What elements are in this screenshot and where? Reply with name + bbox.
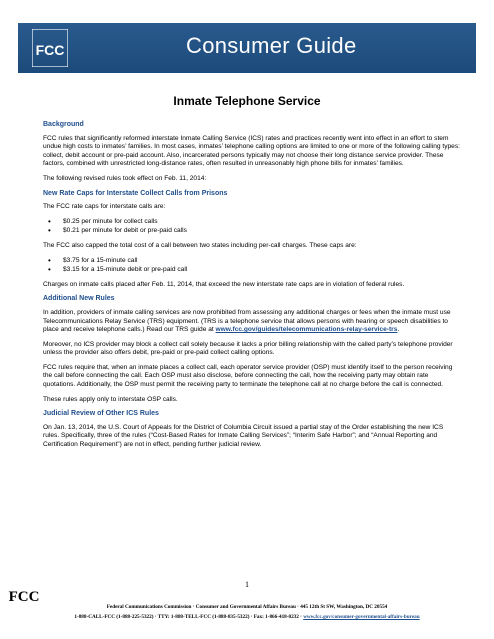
rate-caps-list-2 <box>43 257 461 275</box>
rate-caps-paragraph-2: The FCC also capped the total cost of a call between two states including per-call charges. These caps are: <box>43 241 357 249</box>
footer-contact <box>0 614 494 620</box>
additional-rules-paragraph-1 <box>43 309 461 335</box>
banner-title: Consumer Guide <box>186 33 357 58</box>
page-title: Inmate Telephone Service <box>173 94 321 108</box>
list-item: • $0.25 per minute for collect calls <box>43 218 461 227</box>
heading-rate-caps: New Rate Caps for Interstate Collect Calls from Prisons <box>43 189 228 197</box>
list-item: • $3.15 for a 15-minute debit or pre-paid call <box>43 266 461 275</box>
heading-additional-rules: Additional New Rules <box>43 295 115 303</box>
page-number: 1 <box>245 580 249 589</box>
additional-rules-period: . <box>397 326 400 334</box>
consumer-guide-banner <box>18 23 476 73</box>
rate-caps-paragraph-3: Charges on inmate calls placed after Feb. 11, 2014, that exceed the new interstate rate caps are in violation of federal rules. <box>43 280 405 288</box>
list-item: • $0.21 per minute for debit or pre-paid calls <box>43 227 461 236</box>
additional-rules-paragraph-3: FCC rules require that, when an inmate places a collect call, each operator service provider (OSP) must identify itself to the person receiving the call before connecting the call. Each OSP must also disclose, before connecting the call, how the receiving party may obtain rate quotations. Additionally, the OSP must permit the receiving party to terminate the telephone call at no charge before the call is connected. <box>43 363 453 389</box>
background-paragraph-1: FCC rules that significantly reformed interstate Inmate Calling Service (ICS) rates and practices recently went into effect in an effort to stem undue high costs to inmates’ families. In most cases, inmates’ telephone calling options are limited to one or more of the following calling types: collect, debit account or pre-paid account. Also, incarcerated persons typically may not choose their long distance service provider. These factors, combined with unrestricted long-distance rates, often resulted in unreasonably high phone bills for inmates’ families. <box>43 134 460 168</box>
additional-rules-text: In addition, providers of inmate calling services are now prohibited from assessing any additional charges or fees when the inmate must use Telecommunications Relay Service (TRS) equipment. (TRS is a telephone service that allows persons with hearing or speech disabilities to place and receive telephone calls.) Read our TRS guide at <box>43 308 451 334</box>
list-item: • $3.75 for a 15-minute call <box>43 257 461 266</box>
rate-caps-intro: The FCC rate caps for interstate calls are: <box>43 203 166 211</box>
rate-caps-list-1 <box>43 218 461 236</box>
document-body <box>43 115 461 456</box>
heading-background: Background <box>43 121 84 128</box>
fcc-footer-logo-text: FCC <box>8 589 40 605</box>
trs-guide-link[interactable]: www.fcc.gov/guides/telecommunications-relay-service-trs <box>215 326 398 334</box>
background-paragraph-2: The following revised rules took effect on Feb. 11, 2014: <box>43 174 207 182</box>
fcc-logo-text: FCC <box>35 42 65 58</box>
fcc-logo-icon <box>32 29 68 67</box>
footer-address: Federal Communications Commission · Consumer and Governmental Affairs Bureau · 445 12th St SW, Washington, DC 20554 <box>106 604 388 610</box>
additional-rules-paragraph-4: These rules apply only to interstate OSP calls. <box>43 395 178 403</box>
judicial-review-paragraph-1: On Jan. 13, 2014, the U.S. Court of Appeals for the District of Columbia Circuit issued a partial stay of the Order establishing the new ICS rules. Specifically, three of the rules (“Cost-Based Rates for Inmate Calling Services”; “Interim Safe Harbor”; and “Annual Reporting and Certification Requirement”) are not in effect, pending further judicial review. <box>43 423 444 449</box>
additional-rules-paragraph-2: Moreover, no ICS provider may block a collect call solely because it lacks a prior billing relationship with the called party’s telephone provider unless the provider also offers debit, pre-paid or pre-paid collect calling options. <box>43 340 453 357</box>
bureau-website-link[interactable]: www.fcc.gov/consumer-governmental-affairs-bureau <box>303 614 420 620</box>
heading-judicial-review: Judicial Review of Other ICS Rules <box>43 410 159 418</box>
footer-contact-text: 1-888-CALL-FCC (1-888-225-5322) · TTY: 1-888-TELL-FCC (1-888-835-5322) · Fax: 1-866-418-0232 · <box>74 614 302 620</box>
